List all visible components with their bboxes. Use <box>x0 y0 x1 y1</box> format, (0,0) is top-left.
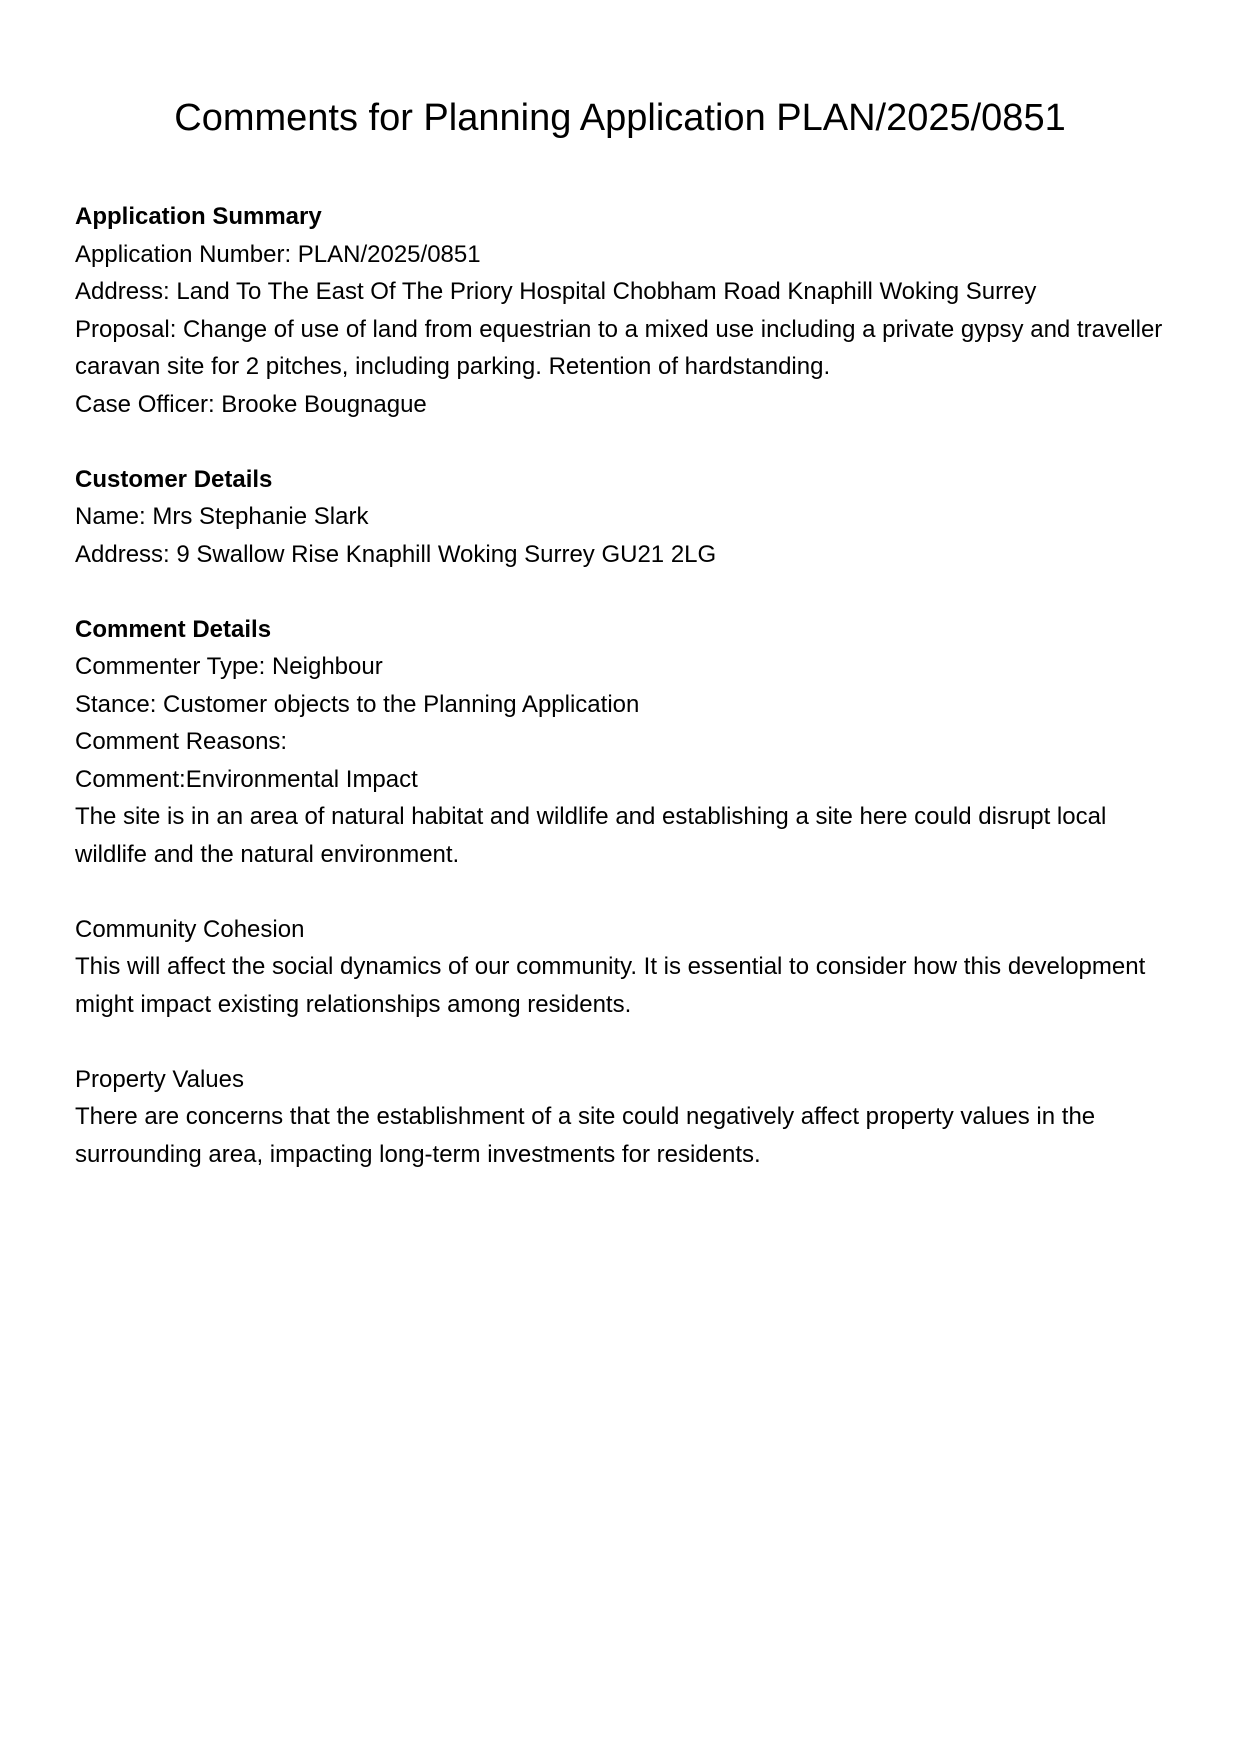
customer-name: Name: Mrs Stephanie Slark <box>75 503 369 530</box>
comment-details-section <box>75 611 1165 1174</box>
application-summary-heading: Application Summary <box>75 203 322 230</box>
community-cohesion-text: This will affect the social dynamics of our community. It is essential to consider how this development might impact existing relationships among residents. <box>75 953 1146 1018</box>
comment-stance: Stance: Customer objects to the Planning Application <box>75 690 640 718</box>
property-values-heading: Property Values <box>75 1065 244 1093</box>
commenter-type: Commenter Type: Neighbour <box>75 653 383 680</box>
customer-address: Address: 9 Swallow Rise Knaphill Woking Surrey GU21 2LG <box>75 540 717 568</box>
section-spacer <box>75 423 1165 461</box>
customer-details-section <box>75 461 1165 574</box>
community-cohesion-heading: Community Cohesion <box>75 915 305 943</box>
application-number: Application Number: PLAN/2025/0851 <box>75 240 481 268</box>
case-officer: Case Officer: Brooke Bougnague <box>75 390 427 418</box>
application-address: Address: Land To The East Of The Priory Hospital Chobham Road Knaphill Woking Surrey <box>75 278 1037 305</box>
comment-details-heading: Comment Details <box>75 615 272 643</box>
property-values-text: There are concerns that the establishment of a site could negatively affect property values in the surrounding area, impacting long-term investments for residents. <box>75 1103 1096 1168</box>
section-spacer <box>75 573 1165 611</box>
customer-details-heading: Customer Details <box>75 465 273 493</box>
comment-label: Comment:Environmental Impact <box>75 765 418 793</box>
page-title: Comments for Planning Application PLAN/2025/0851 <box>174 97 1066 139</box>
application-proposal: Proposal: Change of use of land from equestrian to a mixed use including a private gypsy and traveller caravan site for 2 pitches, including parking. Retention of hardstanding. <box>75 315 1163 380</box>
paragraph-spacer <box>75 873 1165 911</box>
comment-reasons-label: Comment Reasons: <box>75 728 288 755</box>
application-summary-section <box>75 198 1165 423</box>
document-body <box>75 198 1165 1173</box>
paragraph-spacer <box>75 1023 1165 1061</box>
environmental-impact-text: The site is in an area of natural habitat and wildlife and establishing a site here could disrupt local wildlife and the natural environment. <box>75 803 1107 868</box>
